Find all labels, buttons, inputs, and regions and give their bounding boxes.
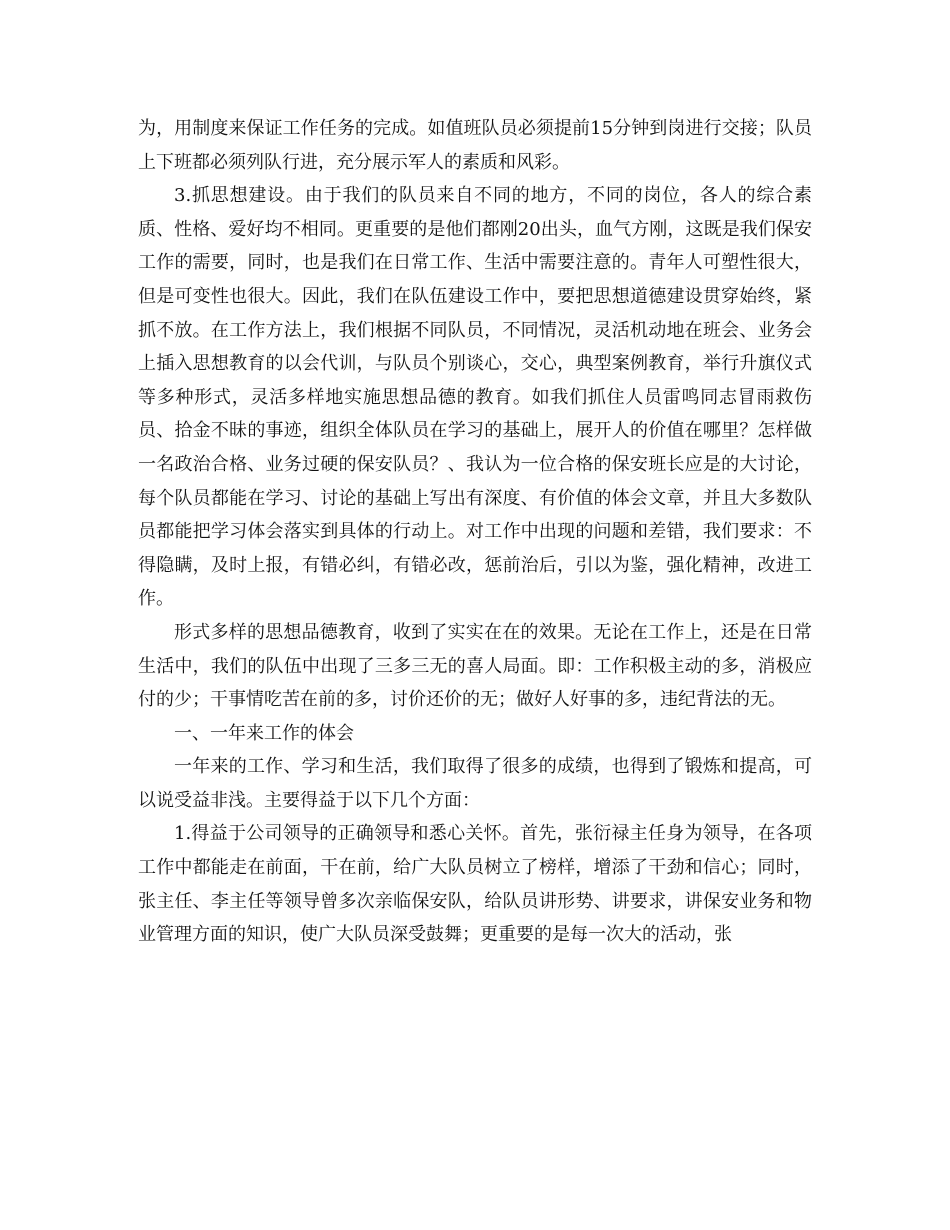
paragraph: 3.抓思想建设。由于我们的队员来自不同的地方，不同的岗位，各人的综合素质、性格、爱好均不相同。更重要的是他们都刚20出头，血气方刚，这既是我们保安工作的需要，同时，也是我们在日常工作、生活中需要注意的。青年人可塑性很大，但是可变性也很大。因此，我们在队伍建设工作中，要把思想道德建设贯穿始终，紧抓不放。在工作方法上，我们根据不同队员，不同情况，灵活机动地在班会、业务会上插入思想教育的以会代训，与队员个别谈心，交心，典型案例教育，举行升旗仪式等多种形式，灵活多样地实施思想品德的教育。如我们抓住人员雷鸣同志冒雨救伤员、拾金不昧的事迹，组织全体队员在学习的基础上，展开人的价值在哪里？怎样做一名政治合格、业务过硬的保安队员？、我认为一位合格的保安班长应是的大讨论，每个队员都能在学习、讨论的基础上写出有深度、有价值的体会文章，并且大多数队员都能把学习体会落实到具体的行动上。对工作中出现的问题和差错，我们要求：不得隐瞒，及时上报，有错必纠，有错必改，惩前治后，引以为鉴，强化精神，改进工作。 — [138, 185, 812, 610]
paragraph: 1.得益于公司领导的正确领导和悉心关怀。首先，张衍禄主任身为领导，在各项工作中都能走在前面，干在前，给广大队员树立了榜样，增添了干劲和信心；同时，张主任、李主任等领导曾多次亲临保安队，给队员讲形势、讲要求，讲保安业务和物业管理方面的知识，使广大队员深受鼓舞；更重要的是每一次大的活动，张 — [138, 823, 812, 946]
paragraph: 形式多样的思想品德教育，收到了实实在在的效果。无论在工作上，还是在日常生活中，我们的队伍中出现了三多三无的喜人局面。即：工作积极主动的多，消极应付的少；干事情吃苦在前的多，讨价还价的无；做好人好事的多，违纪背法的无。 — [138, 621, 812, 711]
section-heading: 一、一年来工作的体会 — [174, 722, 354, 744]
paragraph: 一年来的工作、学习和生活，我们取得了很多的成绩，也得到了锻炼和提高，可以说受益非浅。主要得益于以下几个方面： — [138, 756, 812, 811]
document-body — [138, 112, 812, 952]
paragraph: 为，用制度来保证工作任务的完成。如值班队员必须提前15分钟到岗进行交接；队员上下班都必须列队行进，充分展示军人的素质和风彩。 — [138, 118, 812, 173]
